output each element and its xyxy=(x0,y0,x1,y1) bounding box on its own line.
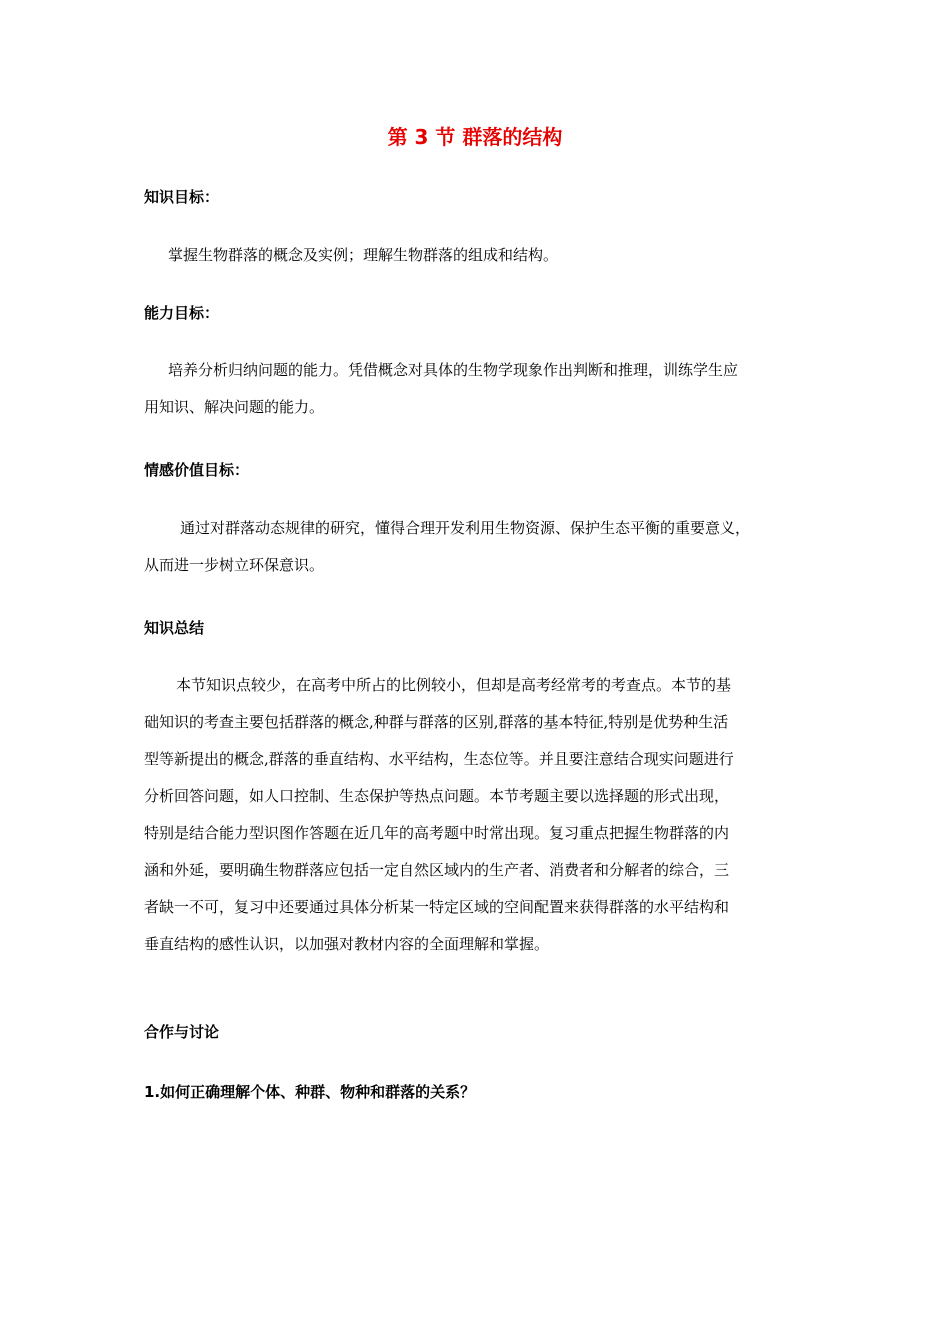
summary-line: 者缺一不可，复习中还要通过具体分析某一特定区域的空间配置来获得群落的水平结构和 xyxy=(144,898,730,916)
emotion-goal-text xyxy=(144,510,814,584)
summary-line: 特别是结合能力型识图作答题在近几年的高考题中时常出现。复习重点把握生物群落的内 xyxy=(144,824,730,842)
summary-line: 分析回答问题，如人口控制、生态保护等热点问题。本节考题主要以选择题的形式出现， xyxy=(144,787,730,805)
summary-heading: 知识总结 xyxy=(144,619,205,637)
knowledge-goal-heading: 知识目标： xyxy=(144,188,220,206)
emotion-goal-heading: 情感价值目标： xyxy=(144,461,250,479)
summary-line: 涵和外延，要明确生物群落应包括一定自然区域内的生产者、消费者和分解者的综合，三 xyxy=(144,861,730,879)
emotion-goal-line: 从而进一步树立环保意识。 xyxy=(144,556,325,574)
discussion-question: 1.如何正确理解个体、种群、物种和群落的关系？ xyxy=(144,1083,476,1101)
summary-line: 本节知识点较少，在高考中所占的比例较小，但却是高考经常考的考查点。本节的基 xyxy=(176,676,732,694)
summary-line: 垂直结构的感性认识，以加强对教材内容的全面理解和掌握。 xyxy=(144,935,550,953)
summary-text xyxy=(144,667,814,963)
ability-goal-text xyxy=(144,352,814,426)
summary-line: 型等新提出的概念,群落的垂直结构、水平结构，生态位等。并且要注意结合现实问题进行 xyxy=(144,750,734,768)
emotion-goal-line: 通过对群落动态规律的研究，懂得合理开发利用生物资源、保护生态平衡的重要意义， xyxy=(180,519,751,537)
ability-goal-line: 培养分析归纳问题的能力。凭借概念对具体的生物学现象作出判断和推理，训练学生应 xyxy=(168,361,739,379)
page-title: 第 3 节 群落的结构 xyxy=(387,125,563,149)
knowledge-goal-text xyxy=(144,237,814,274)
ability-goal-heading: 能力目标： xyxy=(144,304,220,322)
summary-line: 础知识的考查主要包括群落的概念,种群与群落的区别,群落的基本特征,特别是优势种生活 xyxy=(144,713,729,731)
knowledge-goal-line: 掌握生物群落的概念及实例；理解生物群落的组成和结构。 xyxy=(168,246,559,264)
discussion-heading: 合作与讨论 xyxy=(144,1023,220,1041)
ability-goal-line: 用知识、解决问题的能力。 xyxy=(144,398,325,416)
